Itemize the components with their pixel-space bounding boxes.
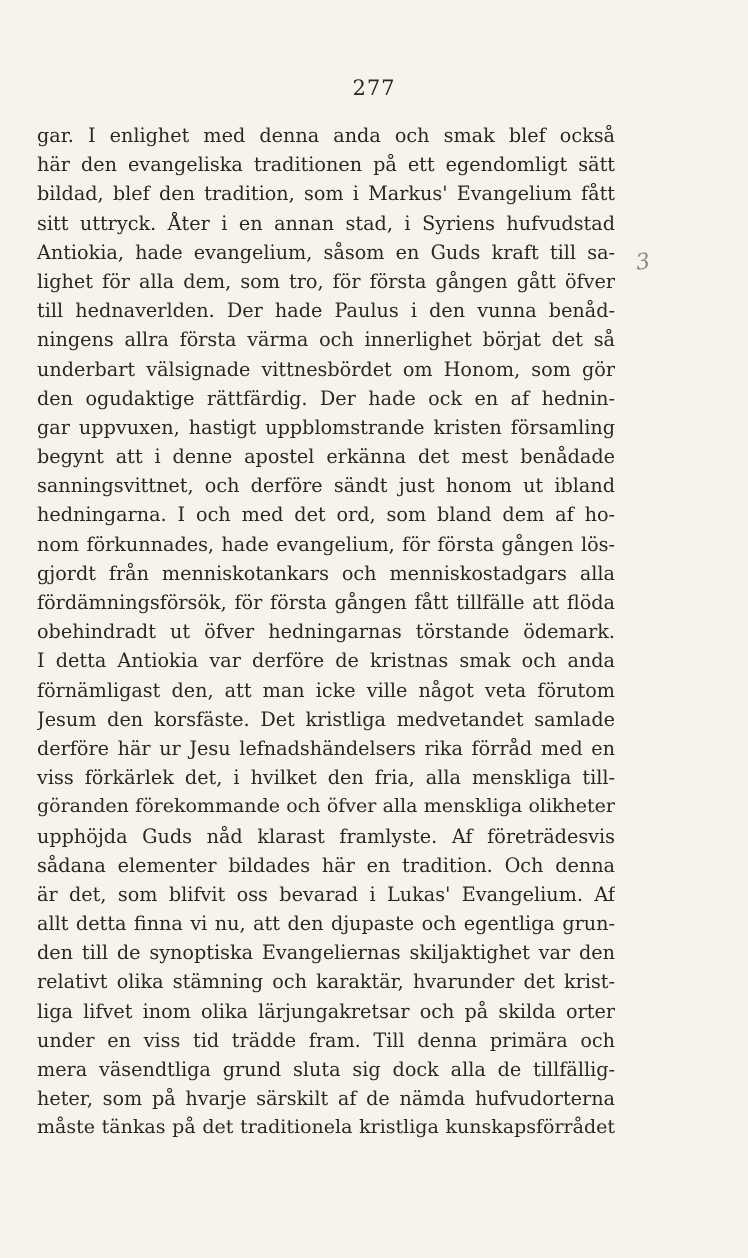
text-line: heter, som på hvarje särskilt af de nämda hufvudorterna [37,1087,615,1111]
text-line: relativt olika stämning och karaktär, hvarunder det krist- [37,970,615,994]
text-line: är det, som blifvit oss bevarad i Lukas' Evangelium. Af [37,882,615,906]
text-line: gar. I enlighet med denna anda och smak blef också [37,124,615,147]
text-line: gar uppvuxen, hastigt uppblomstrande kristen församling [37,415,615,439]
text-line: sitt uttryck. Åter i en annan stad, i Syriens hufvudstad [37,211,615,235]
text-line: underbart välsignade vittnesbördet om Honom, som gör [37,357,615,381]
text-line: göranden förekommande och öfver alla menskliga olikheter [37,795,615,818]
text-line: derföre här ur Jesu lefnadshändelsers rika förråd med en [37,736,615,760]
text-line: mera väsendtliga grund sluta sig dock alla de tillfällig- [37,1058,615,1081]
text-line: till hednaverlden. Der hade Paulus i den vunna benåd- [37,299,615,323]
text-line: allt detta finna vi nu, att den djupaste och egentliga grun- [37,912,615,936]
text-line: sanningsvittnet, och derföre sändt just honom ut ibland [37,474,615,498]
text-line: sådana elementer bildades här en tradition. Och denna [37,853,615,877]
body-text [37,121,615,1143]
text-line: den till de synoptiska Evangeliernas skiljaktighet var den [37,941,615,965]
text-line: viss förkärlek det, i hvilket den fria, alla menskliga till- [37,766,615,790]
text-line: I detta Antiokia var derföre de kristnas smak och anda [37,649,615,673]
text-line: ningens allra första värma och innerlighet börjat det så [37,328,615,352]
text-line: hedningarna. I och med det ord, som bland dem af ho- [37,503,615,527]
text-line: måste tänkas på det traditionela kristliga kunskapsförrådet [37,1116,615,1139]
text-line: lighet för alla dem, som tro, för första gången gått öfver [37,269,615,293]
text-line: bildad, blef den tradition, som i Markus' Evangelium fått [37,182,615,206]
text-line: liga lifvet inom olika lärjungakretsar och på skilda orter [37,999,615,1023]
text-line: Jesum den korsfäste. Det kristliga medvetandet samlade [37,707,615,731]
text-line: under en viss tid trädde fram. Till denna primära och [37,1028,615,1052]
text-line: gjordt från menniskotankars och menniskostadgars alla [37,561,615,585]
text-line: upphöjda Guds nåd klarast framlyste. Af företrädesvis [37,824,615,848]
margin-annotation: 3 [634,249,652,276]
text-line: fördämningsförsök, för första gången fått tillfälle att flöda [37,591,615,614]
text-line: här den evangeliska traditionen på ett egendomligt sätt [37,153,615,177]
text-line: nom förkunnades, hade evangelium, för första gången lös- [37,532,615,556]
text-line: obehindradt ut öfver hedningarnas törstande ödemark. [37,620,615,644]
text-line: begynt att i denne apostel erkänna det mest benådade [37,445,615,469]
text-line: den ogudaktige rättfärdig. Der hade ock en af hednin- [37,386,615,410]
text-line: förnämligast den, att man icke ville något veta förutom [37,678,615,702]
page-number: 277 [352,76,396,100]
text-line: Antiokia, hade evangelium, såsom en Guds kraft till sa- [37,240,615,264]
